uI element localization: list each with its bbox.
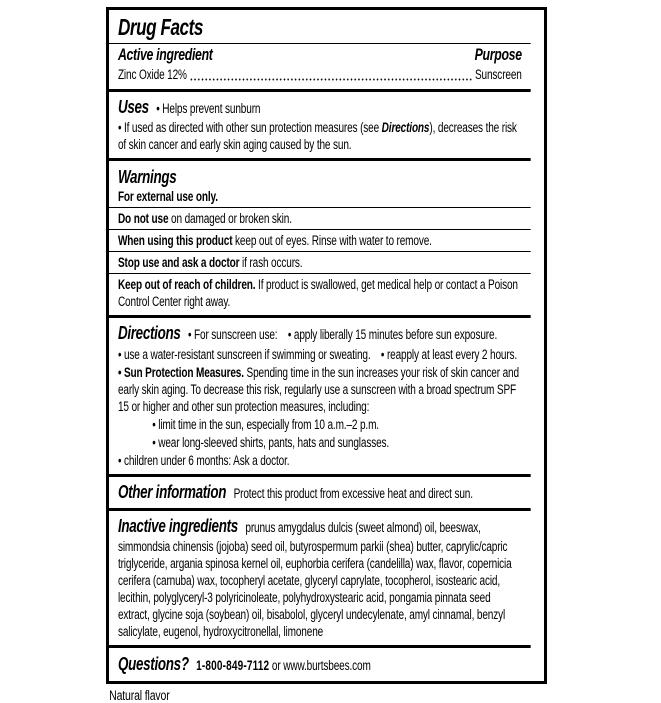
directions-sub-bullet-clothing: • wear long-sleeved shirts, pants, hats and sunglasses. [152, 434, 390, 450]
drug-facts-title: Drug Facts [117, 14, 203, 40]
directions-water-resistant: • use a water-resistant sunscreen if swimming or sweating. [117, 346, 371, 362]
uses-bullet-1: • Helps prevent sunburn [156, 100, 261, 116]
dotted-leader [189, 78, 473, 81]
section-divider [109, 158, 531, 161]
warnings-external-use: For external use only. [117, 189, 218, 205]
warnings-when-using [109, 232, 531, 249]
warnings-do-not-use-text: on damaged or broken skin. [168, 211, 292, 227]
directions-children: • children under 6 months: Ask a doctor. [117, 452, 290, 468]
warnings-divider [109, 207, 531, 208]
warnings-keep-out-text: If product is swallowed, get medical help or contact a Poison Control Center right away. [117, 277, 518, 310]
section-divider [109, 508, 531, 511]
questions-website: or www.burtsbees.com [269, 658, 371, 674]
warnings-stop-use [109, 254, 531, 271]
warnings-stop-use-text: if rash occurs. [239, 255, 303, 271]
questions-phone-number: 1-800-849-7112 [196, 658, 270, 674]
warnings-stop-use-bold: Stop use and ask a doctor [117, 255, 240, 271]
section-divider [109, 645, 531, 648]
section-divider [109, 315, 531, 318]
drug-facts-content [109, 13, 531, 680]
active-ingredient-header-row [109, 45, 531, 66]
warnings-divider [109, 229, 531, 230]
uses-bullet-2-text: • If used as directed with other sun protection measures (see [117, 120, 382, 136]
inactive-ingredients-section [109, 513, 531, 643]
inactive-ingredients-list: prunus amygdalus dulcis (sweet almond) oil, beeswax, simmondsia chinensis (jojoba) seed oil, butyrospermum parkii (shea) butter, caprylic/capric triglyceride, argania spinosa kernel oil, euphorbia cerifera (candelilla) wax, flavor, copernicia cerifera (carnuba) wax, tocopheryl acetate, glyceryl caprylate, tocopherol, isostearic acid, lecithin, polyglyceryl-3 polyricinoleate, polyhydroxystearic acid, pongamia pinnata seed extract, glycine soja (soybean) oil, bisabolol, glyceryl undecylenate, amyl cinnamal, benzyl salicylate, eugenol, hydroxycitronellal, limonene [117, 520, 512, 640]
directions-line-2 [118, 346, 522, 363]
directions-sun-protection [118, 364, 522, 415]
drug-facts-panel [106, 7, 547, 684]
questions-line [118, 653, 522, 676]
directions-sun-protection-text: Spending time in the sun increases your risk of skin cancer and early skin aging. To decrease this risk, regularly use a sunscreen with a broad spectrum SPF 15 or higher and other sun protection measures, including: [117, 364, 519, 414]
other-information-heading: Other information [117, 481, 227, 502]
active-ingredient-row [109, 66, 531, 87]
uses-section [109, 94, 531, 157]
uses-bullet-2-text-end: ), decreases the risk of skin cancer and early skin aging caused by the sun. [117, 120, 517, 153]
uses-directions-ref: Directions [381, 120, 430, 136]
purpose-heading: Purpose [474, 45, 522, 64]
uses-heading: Uses [117, 96, 149, 117]
directions-for-sunscreen-use: • For sunscreen use: [187, 327, 278, 343]
purpose-value: Sunscreen [474, 66, 522, 82]
inactive-ingredients-heading: Inactive ingredients [117, 516, 238, 537]
active-ingredient-heading: Active ingredient [117, 45, 213, 64]
warnings-when-using-text: keep out of eyes. Rinse with water to remove. [232, 233, 432, 249]
other-information-text: Protect this product from excessive heat and direct sun. [233, 485, 473, 501]
warnings-do-not-use [109, 210, 531, 227]
active-ingredient-name: Zinc Oxide 12% [117, 66, 187, 82]
warnings-do-not-use-bold: Do not use [117, 211, 169, 227]
section-divider [109, 89, 531, 92]
directions-heading: Directions [117, 323, 181, 344]
warnings-divider [109, 251, 531, 252]
warnings-keep-out [109, 276, 531, 310]
warnings-when-using-bold: When using this product [117, 233, 233, 249]
other-information-line [118, 481, 522, 504]
directions-section [109, 320, 531, 472]
warnings-section [109, 163, 531, 313]
section-divider [109, 43, 531, 44]
directions-reapply: • reapply at least every 2 hours. [380, 346, 518, 362]
directions-sun-protection-bold: • Sun Protection Measures. [117, 364, 244, 380]
warnings-heading: Warnings [117, 167, 177, 188]
directions-line-1 [118, 322, 522, 345]
section-divider [109, 474, 531, 477]
uses-bullet-2 [118, 119, 522, 153]
uses-line1 [118, 96, 522, 119]
inactive-ingredients-paragraph [118, 515, 522, 640]
directions-apply-liberally: • apply liberally 15 minutes before sun exposure. [287, 327, 498, 343]
other-information-section [109, 479, 531, 507]
directions-sub-bullet-limit-time: • limit time in the sun, especially from 10 a.m.–2 p.m. [152, 416, 379, 432]
warnings-divider [109, 273, 531, 274]
warnings-keep-out-bold: Keep out of reach of children. [117, 277, 256, 293]
questions-heading: Questions? [117, 654, 189, 675]
questions-section [109, 650, 531, 680]
natural-flavor-note: Natural flavor [109, 687, 170, 703]
